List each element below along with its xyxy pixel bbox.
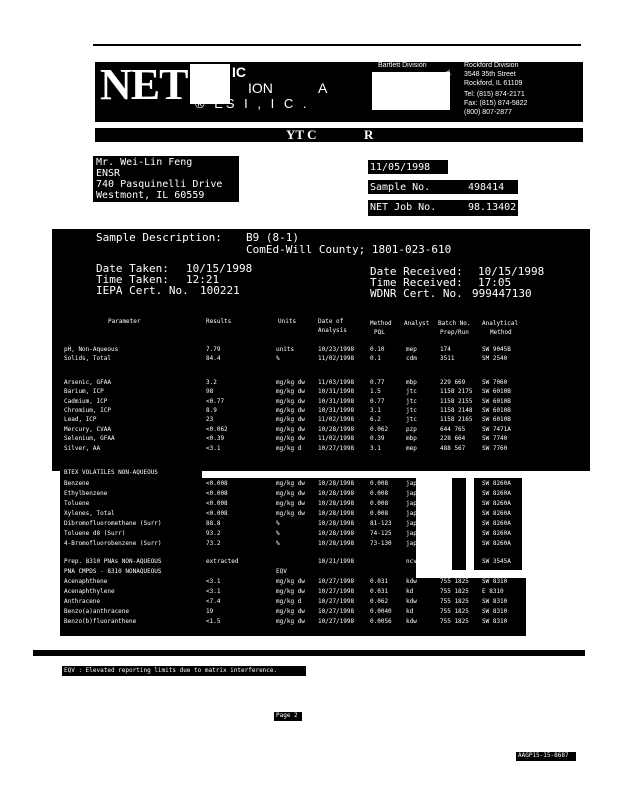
table-cell: Silver, AA [64,444,101,452]
table-cell: 8.9 [206,407,217,414]
time-received-label: Time Received: [370,276,463,289]
table-cell: 3.1 [370,444,381,452]
table-cell: 229 669 [440,378,466,386]
header-analyst: Analyst [404,320,430,327]
table-cell: Anthracene [64,598,101,605]
net-logo: NET [100,60,188,109]
table-cell: Lead, ICP [64,416,97,424]
report-title-2: R [364,127,374,142]
table-cell: mg/kg dw [276,500,305,507]
table-cell: 10/31/1998 [318,407,355,414]
time-received: 17:05 [478,276,512,289]
iepa: 100221 [200,284,240,297]
table-cell: 228 664 [440,435,466,443]
table-cell: Toluene [64,500,90,507]
table-cell: SW 7471A [482,425,511,433]
header-method-2: Method [490,329,512,336]
table-cell: SW 8260A [482,530,511,537]
logo-fragment-2: ION [248,80,273,96]
table-cell: 11/02/1998 [318,416,355,424]
date-received: 10/15/1998 [478,265,545,278]
job-no-label: NET Job No. [370,202,437,213]
table-cell: 19 [206,608,214,615]
header-method: Method [370,320,392,327]
table-cell: 98 [206,388,214,396]
table-cell: Xylenes, Total [64,510,115,517]
table-cell: <0.008 [206,490,228,497]
header-analytical: Analytical [482,320,519,327]
table-cell: 10/28/1998 [318,520,355,527]
logo-fragment-3: A [318,80,328,96]
table-cell: extracted [206,558,239,565]
table-cell: % [276,355,280,363]
logo-line-2: ® ES I , I C . [195,96,310,111]
table-cell: 0.008 [370,500,389,507]
table-cell: 73-130 [370,540,392,547]
table-cell: 10/28/1998 [318,540,355,547]
table-cell: SW 3545A [482,558,511,565]
table-cell: Benzo(b)fluoranthene [64,618,137,625]
table-cell: kd [406,588,414,595]
table-cell: mg/kg dw [276,378,305,386]
bartlett-white-box [372,72,450,110]
table-cell: jap [406,480,417,487]
table-cell: 84.4 [206,355,221,363]
table-cell: Barium, ICP [64,388,104,396]
table-cell: 488 567 [440,444,466,452]
table-cell: mg/kg dw [276,578,305,585]
table-cell: jap [406,520,417,527]
table-cell: Arsenic, GFAA [64,378,111,386]
table-cell: 10/27/1998 [318,444,355,452]
table-cell: jap [406,540,417,547]
header-prep-run: Prep/Run [440,329,469,336]
client-line-1: Mr. Wei-Lin Feng [96,157,193,168]
page-number: Page 2 [276,712,298,719]
table-cell: 10/23/1998 [318,346,355,353]
table-cell: 0.1 [370,355,381,363]
table-cell: SM 2540 [482,355,508,363]
table-cell: 0.062 [370,598,389,605]
table-cell: Cadmium, ICP [64,397,108,405]
bartlett-title: Bartlett Division [378,62,427,69]
table-cell: mg/kg dw [276,407,305,414]
report-title: YT C [286,127,317,142]
table-cell: units [276,346,295,353]
table-cell: ncv [406,558,417,565]
table-cell: 755 1825 [440,608,469,615]
table-cell: SW 8260A [482,500,511,507]
table-cell: <0.39 [206,435,225,443]
table-cell: SW 8260A [482,490,511,497]
table-cell: 10/27/1998 [318,578,355,585]
table-cell: jap [406,510,417,517]
table-cell: % [276,530,280,537]
table-cell: Chromium, ICP [64,407,111,414]
table-cell: 7.79 [206,346,221,353]
table-cell: 88.8 [206,520,221,527]
bartlett-suffix: d. [446,70,452,77]
results-table-bottom-right [416,578,526,636]
table-cell: 0.77 [370,397,385,405]
table-cell: Mercury, CVAA [64,425,111,433]
table-cell: 62 [440,520,448,527]
table-cell: pH, Non-Aqueous [64,346,119,353]
table-cell: <0.062 [206,425,228,433]
table-cell: 755 1825 [440,598,469,605]
table-cell: 10/28/1998 [318,480,355,487]
table-cell: PNA CMPDS - 8310 NONAQUEOUS [64,568,162,575]
rockford-title: Rockford Division [464,62,519,69]
header-analysis: Analysis [318,327,347,334]
table-cell: 10/28/1998 [318,500,355,507]
rockford-tel2: (800) 807-2877 [464,109,512,116]
table-cell: SW 8310 [482,608,508,615]
table-cell: jtc [406,416,417,424]
table-cell: 0.008 [370,510,389,517]
wdnr: 999447130 [472,287,532,300]
table-cell: Dibromofluoromethane (Surr) [64,520,162,527]
table-cell: jap [406,530,417,537]
sample-desc-value-2: ComEd-Will County; 1801-023-610 [246,243,452,256]
footnote: EQV : Elevated reporting limits due to matrix interference. [64,667,278,674]
results-table-bottom-col-batch [452,478,466,570]
table-cell: mg/kg dw [276,510,305,517]
table-cell: 1158 2175 [440,388,473,396]
table-cell: jtc [406,388,417,396]
table-cell: mg/kg dw [276,480,305,487]
table-cell: 73.2 [206,540,221,547]
table-cell: 755 1825 [440,578,469,585]
table-cell: EQV [276,568,287,575]
table-cell: Prep. 8310 PNAs NON-AQUEOUS [64,558,162,565]
table-cell: 0.0056 [370,618,392,625]
table-cell: 755 1825 [440,588,469,595]
table-cell: Benzo(a)anthracene [64,608,130,615]
date-received-label: Date Received: [370,265,463,278]
table-cell: jtc [406,407,417,414]
table-cell: 62 [440,540,448,547]
iepa-label: IEPA Cert. No. [96,284,189,297]
table-cell: 10/28/1998 [318,510,355,517]
table-cell: Acenaphthene [64,578,108,585]
header-date-of: Date of [318,318,344,325]
table-cell: kd [406,608,414,615]
table-cell: 1158 2155 [440,397,473,405]
table-cell: jtc [406,397,417,405]
table-cell: 62 [440,510,448,517]
table-cell: 6.2 [370,416,381,424]
table-cell: <0.008 [206,480,228,487]
job-no: 98.13402 [468,202,517,213]
sample-desc-label: Sample Description: [96,231,222,244]
table-cell: 755 [440,558,451,565]
table-cell: <0.008 [206,500,228,507]
top-rule [93,44,581,46]
doc-id: AAGP15-15-8687 [518,752,569,759]
header-pql: PQL [374,329,385,336]
table-cell: mg/kg dw [276,490,305,497]
table-cell: 11/03/1998 [318,378,355,386]
table-cell: Benzene [64,480,90,487]
time-taken-label: Time Taken: [96,273,169,286]
table-cell: 0.008 [370,490,389,497]
table-cell: SW 8310 [482,598,508,605]
table-cell: mg/kg dw [276,416,305,424]
table-cell: Ethylbenzene [64,490,108,497]
table-cell: mg/kg dw [276,397,305,405]
table-cell: 62 [440,500,448,507]
table-cell: 10/21/1998 [318,558,355,565]
table-cell: cdm [406,355,417,363]
table-cell: 10/27/1998 [318,598,355,605]
table-cell: 0.77 [370,378,385,386]
table-cell: SW 7740 [482,435,508,443]
table-cell: <0.008 [206,510,228,517]
table-cell: mg/kg dw [276,588,305,595]
table-cell: mg/kg dw [276,435,305,443]
table-cell: Selenium, GFAA [64,435,115,443]
table-cell: 1158 2148 [440,407,473,414]
header-results: Results [206,318,232,325]
table-cell: SW 8260A [482,510,511,517]
table-cell: <3.1 [206,444,221,452]
report-date: 11/05/1998 [370,162,431,173]
table-cell: 10/28/1998 [318,425,355,433]
table-cell: 644 765 [440,425,466,433]
table-cell: 11/02/1998 [318,435,355,443]
table-cell: E 8310 [482,588,504,595]
rockford-fax: Fax: (815) 874-5822 [464,100,528,107]
table-cell: % [276,520,280,527]
table-cell: 3511 [440,355,455,363]
table-cell: 174 [440,346,451,353]
table-cell: <0.77 [206,397,225,405]
table-cell: kdw [406,618,417,625]
table-cell: 0.062 [370,425,389,433]
table-cell: 0.0040 [370,608,392,615]
table-cell: 0.39 [370,435,385,443]
table-cell: 0.10 [370,346,385,353]
table-cell: mep [406,444,417,452]
table-cell: 10/27/1998 [318,588,355,595]
table-cell: 62 [440,480,448,487]
table-cell: mbp [406,378,417,386]
table-cell: 4-Bromofluorobenzene (Surr) [64,540,162,547]
sample-no: 498414 [468,182,505,193]
table-cell: 10/27/1998 [318,608,355,615]
table-cell: % [276,540,280,547]
client-line-3: 740 Pasquinelli Drive [96,179,223,190]
table-cell: mg/kg dw [276,618,305,625]
table-cell: SW 6010B [482,407,511,414]
table-cell: 1158 2165 [440,416,473,424]
table-cell: 93.2 [206,530,221,537]
table-cell: mep [406,346,417,353]
header-batch: Batch No. [438,320,471,327]
table-cell: 62 [440,530,448,537]
table-cell: SW 7760 [482,444,508,452]
table-cell: <3.1 [206,578,221,585]
header-units: Units [278,318,297,325]
date-taken-label: Date Taken: [96,262,169,275]
table-cell: mg/kg dw [276,608,305,615]
table-cell: 74-125 [370,530,392,537]
table-cell: mg/kg dw [276,388,305,396]
header-parameter: Parameter [108,318,141,325]
table-cell: SW 6010B [482,397,511,405]
table-cell: mg/kg d [276,444,302,452]
wdnr-label: WDNR Cert. No. [370,287,463,300]
table-cell: <3.1 [206,588,221,595]
table-cell: 10/27/1998 [318,618,355,625]
table-cell: 0.008 [370,480,389,487]
table-cell: 3.1 [370,407,381,414]
table-cell: 10/28/1998 [318,490,355,497]
table-cell: SW 8310 [482,578,508,585]
sample-desc-value: B9 (8-1) [246,231,299,244]
table-cell: Acenaphthylene [64,588,115,595]
thick-rule [33,650,585,656]
table-cell: SW 6010B [482,388,511,396]
table-cell: mg/kg dw [276,425,305,433]
table-cell: mbp [406,435,417,443]
date-taken: 10/15/1998 [186,262,253,275]
table-cell: Solids, Total [64,355,111,363]
table-cell: SW 9045B [482,346,511,353]
client-line-2: ENSR [96,168,121,179]
table-cell: SW 8260A [482,540,511,547]
time-taken: 12:21 [186,273,220,286]
sample-no-label: Sample No. [370,182,431,193]
table-cell: 3.2 [206,378,217,386]
table-cell: Toluene d8 (Surr) [64,530,126,537]
rockford-addr1: 3548 35th Street [464,71,516,78]
table-cell: SW 7060 [482,378,508,386]
bottom-section-header: BTEX VOLATILES NON-AQUEOUS [64,469,158,476]
table-cell: 11/02/1998 [318,355,355,363]
table-cell: SW 8310 [482,618,508,625]
table-cell: SW 8260A [482,480,511,487]
client-line-4: Westmont, IL 60559 [96,190,205,201]
table-cell: 755 1825 [440,618,469,625]
table-cell: 1.5 [370,388,381,396]
table-cell: 81-123 [370,520,392,527]
table-cell: mg/kg d [276,598,302,605]
table-cell: <1.5 [206,618,221,625]
rockford-addr2: Rockford, IL 61109 [464,80,523,87]
table-cell: 62 [440,490,448,497]
table-cell: 0.031 [370,588,389,595]
table-cell: kdw [406,578,417,585]
table-cell: 10/28/1998 [318,530,355,537]
table-cell: pzp [406,425,417,433]
table-cell: 10/31/1998 [318,388,355,396]
table-cell: SW 6010B [482,416,511,424]
rockford-tel: Tel: (815) 874-2171 [464,91,525,98]
table-cell: 0.031 [370,578,389,585]
report-title-bar [95,128,583,142]
table-cell: SW 8260A [482,520,511,527]
table-cell: <7.4 [206,598,221,605]
table-cell: jap [406,500,417,507]
table-cell: 10/31/1998 [318,397,355,405]
logo-fragment-1: IC [232,64,246,80]
table-cell: 23 [206,416,214,424]
table-cell: kdw [406,598,417,605]
table-cell: jap [406,490,417,497]
